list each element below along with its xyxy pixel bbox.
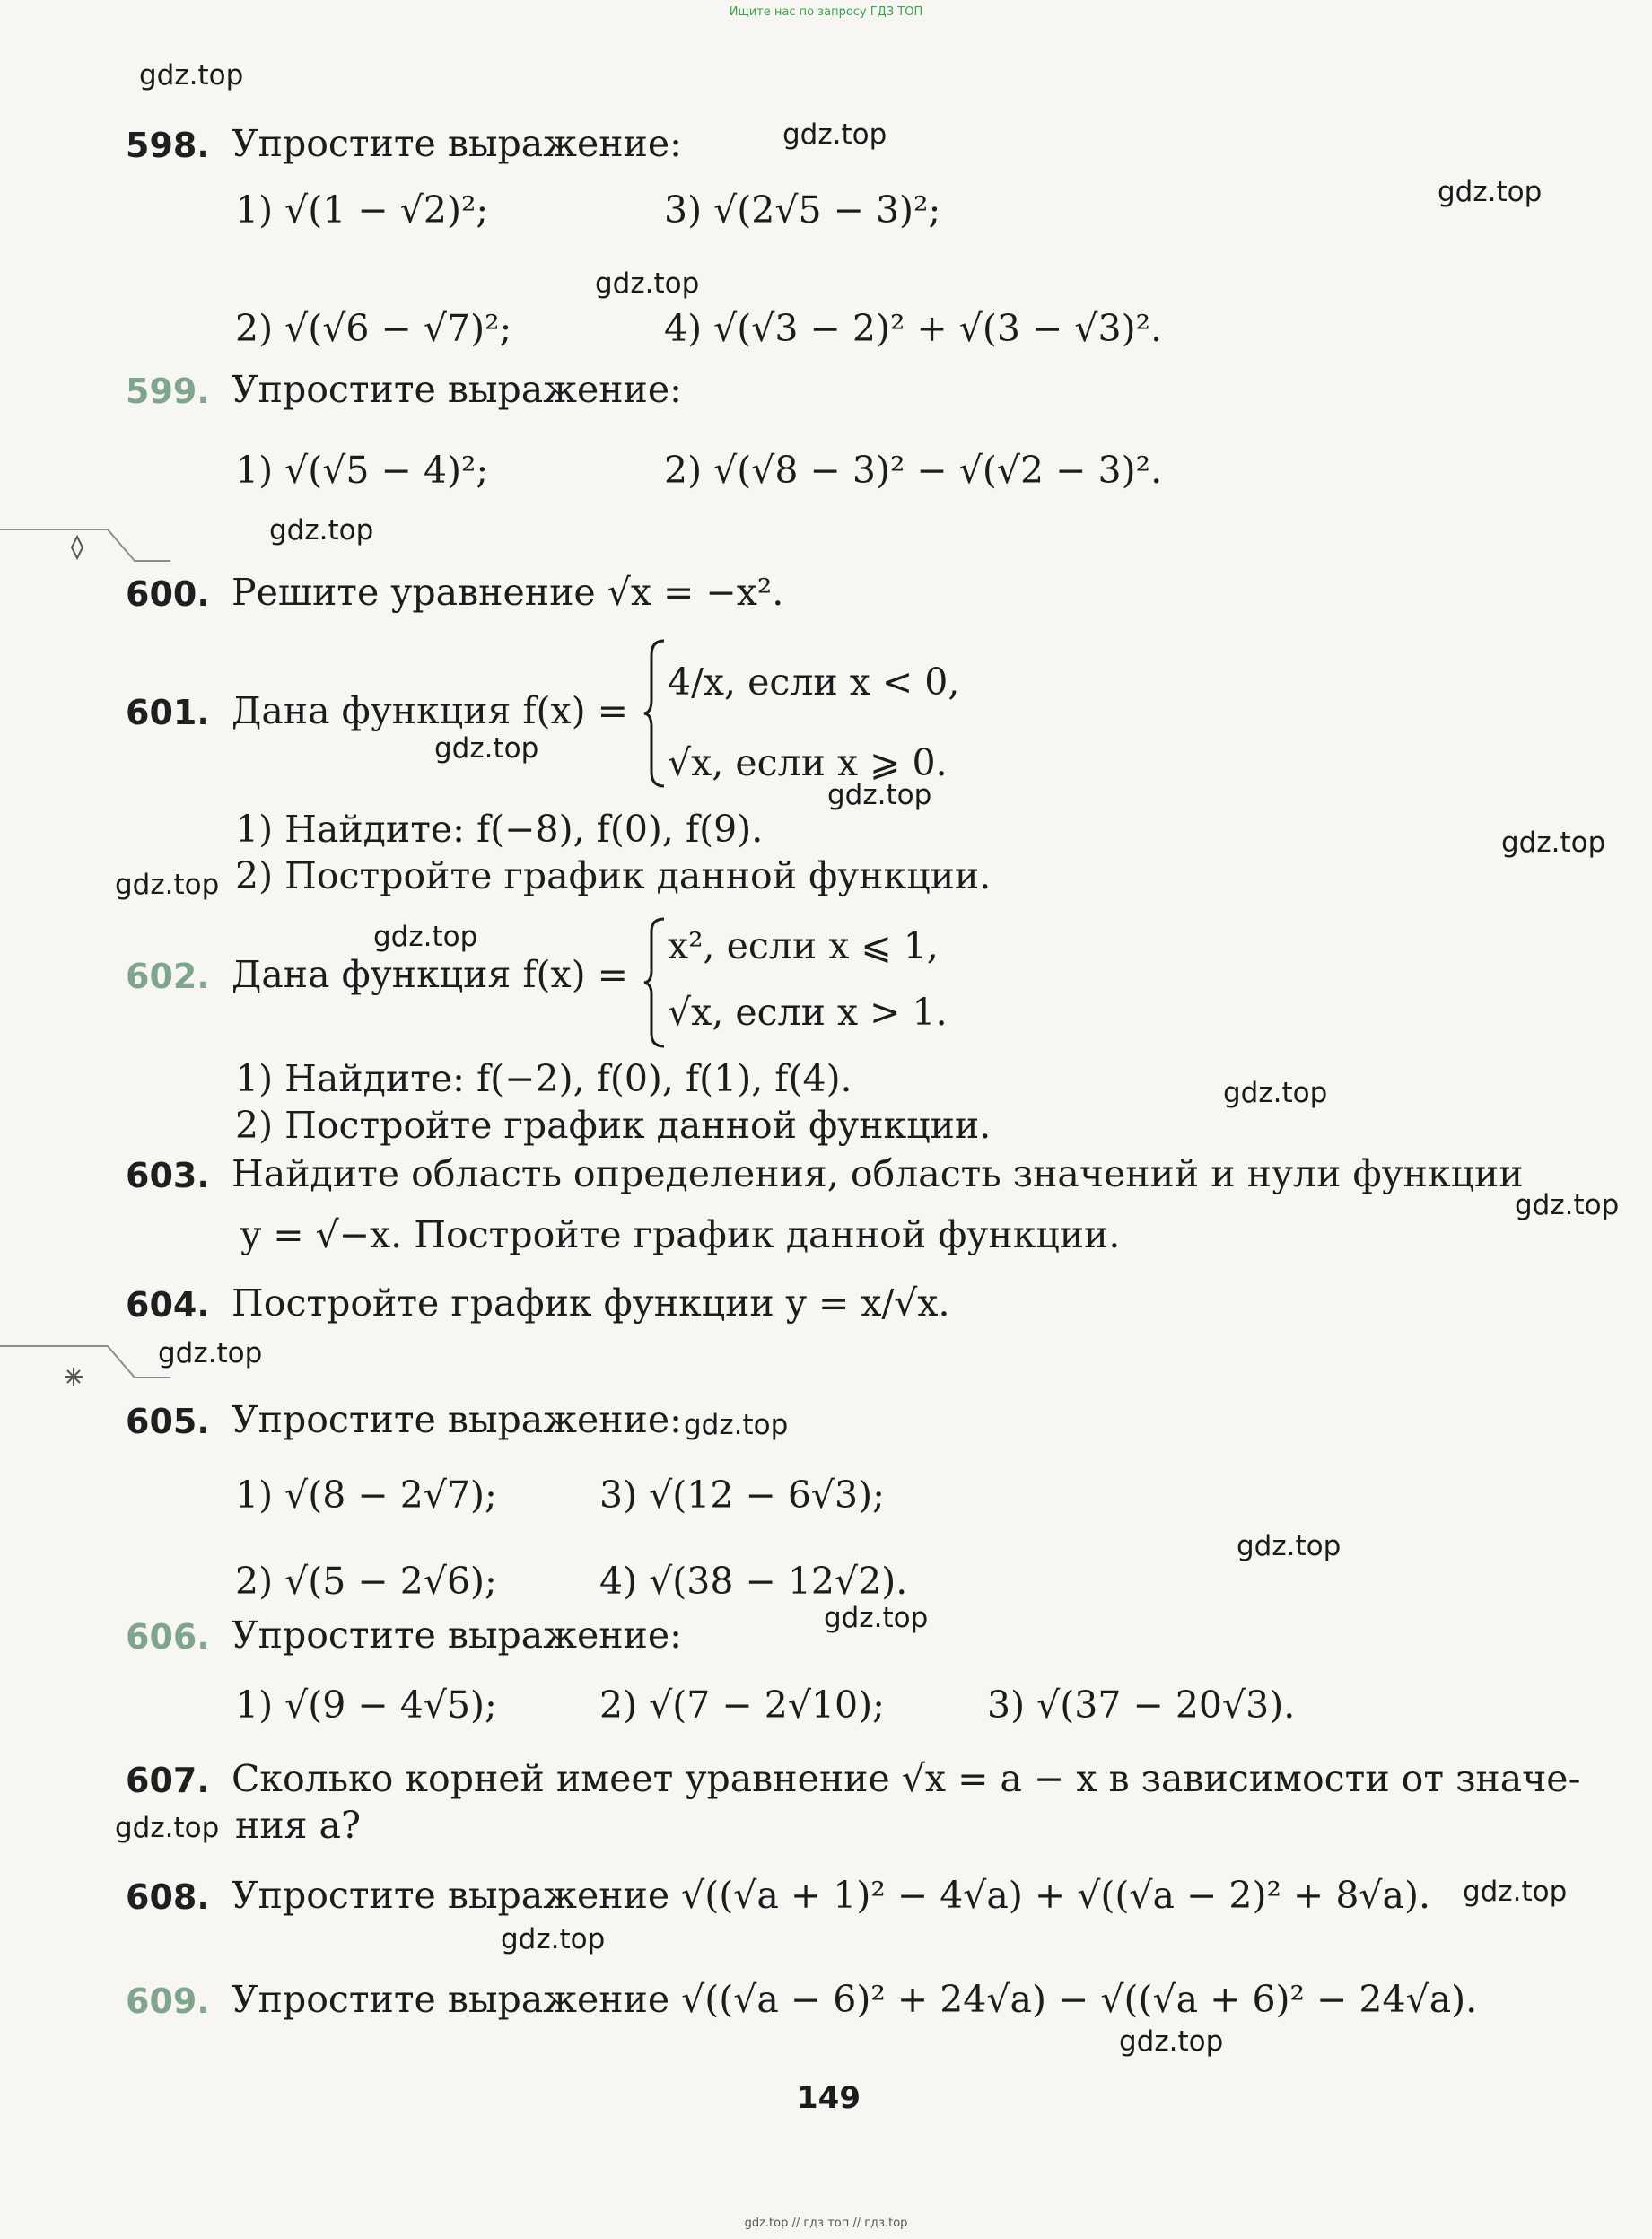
case-line: 4/x, если x < 0,	[668, 660, 960, 704]
problem-number: 602.	[126, 957, 210, 996]
watermark: gdz.top	[827, 779, 932, 811]
problem-text: Упростите выражение √((√a − 6)² + 24√a) − √((√a + 6)² − 24√a).	[232, 1978, 1478, 2021]
page-number: 149	[797, 2080, 861, 2116]
problem-text: Решите уравнение √x = −x².	[232, 571, 784, 614]
problem-number: 599.	[126, 372, 210, 411]
math-item: 3) √(12 − 6√3);	[599, 1474, 885, 1517]
watermark: gdz.top	[1515, 1189, 1620, 1221]
watermark: gdz.top	[684, 1409, 789, 1441]
math-item: 2) √(7 − 2√10);	[599, 1684, 885, 1727]
problem-number: 603.	[126, 1156, 210, 1195]
case-line: √x, если x > 1.	[668, 991, 948, 1034]
curly-brace	[642, 637, 669, 790]
watermark: gdz.top	[115, 869, 220, 901]
task-line: 2) Постройте график данной функции.	[235, 854, 992, 897]
problem-number: 606.	[126, 1617, 210, 1657]
watermark: gdz.top	[1237, 1530, 1342, 1562]
watermark: gdz.top	[139, 59, 244, 92]
task-line: 1) Найдите: f(−2), f(0), f(1), f(4).	[235, 1057, 852, 1100]
task-line: 1) Найдите: f(−8), f(0), f(9).	[235, 808, 764, 851]
problem-text: Упростите выражение:	[232, 122, 682, 165]
math-item: 1) √(9 − 4√5);	[235, 1684, 497, 1727]
problem-text: Постройте график функции y = x/√x.	[232, 1281, 950, 1325]
case-line: √x, если x ⩾ 0.	[668, 741, 948, 784]
math-item: 2) √(5 − 2√6);	[235, 1560, 497, 1603]
watermark: gdz.top	[824, 1602, 929, 1634]
task-line: 2) Постройте график данной функции.	[235, 1104, 992, 1147]
watermark: gdz.top	[373, 921, 478, 953]
problem-text: Дана функция f(x) =	[232, 953, 629, 996]
math-item: 4) √(38 − 12√2).	[599, 1560, 908, 1603]
math-item: 1) √(8 − 2√7);	[235, 1474, 497, 1517]
watermark: gdz.top	[501, 1923, 606, 1955]
problem-text: Упростите выражение √((√a + 1)² − 4√a) + √((√a − 2)² + 8√a).	[232, 1874, 1431, 1917]
problem-number: 600.	[126, 574, 210, 614]
watermark: gdz.top	[269, 514, 374, 547]
watermark: gdz.top	[782, 118, 887, 151]
watermark: gdz.top	[1223, 1077, 1328, 1109]
watermark: gdz.top	[434, 732, 539, 765]
problem-text: Найдите область определения, область значений и нули функции	[232, 1152, 1524, 1195]
problem-text: Упростите выражение:	[232, 1398, 682, 1441]
problem-text: y = √−x. Постройте график данной функции.	[240, 1213, 1121, 1256]
problem-text: Упростите выражение:	[232, 368, 682, 411]
level-marker-star-icon	[0, 1337, 170, 1391]
curly-brace	[642, 915, 669, 1050]
watermark: gdz.top	[1119, 2025, 1224, 2058]
problem-number: 598.	[126, 126, 210, 165]
math-item: 3) √(37 − 20√3).	[987, 1684, 1296, 1727]
watermark: gdz.top	[1501, 827, 1606, 859]
problem-text: ния a?	[235, 1804, 361, 1847]
problem-number: 609.	[126, 1981, 210, 2021]
problem-number: 608.	[126, 1877, 210, 1917]
footer-note: gdz.top // гдз топ // гдз.top	[744, 2217, 908, 2230]
math-item: 3) √(2√5 − 3)²;	[664, 188, 941, 232]
watermark: gdz.top	[115, 1812, 220, 1844]
problem-text: Упростите выражение:	[232, 1614, 682, 1657]
problem-number: 607.	[126, 1761, 210, 1800]
problem-text: Сколько корней имеет уравнение √x = a − x в зависимости от значе-	[232, 1757, 1581, 1800]
watermark: gdz.top	[1438, 176, 1543, 208]
problem-number: 605.	[126, 1402, 210, 1441]
level-marker-diamond-icon	[0, 520, 170, 574]
math-item: 2) √(√6 − √7)²;	[235, 307, 512, 350]
watermark: gdz.top	[158, 1337, 263, 1369]
case-line: x², если x ⩽ 1,	[668, 924, 939, 967]
header-note: Ищите нас по запросу ГДЗ ТОП	[729, 5, 923, 19]
math-item: 2) √(√8 − 3)² − √(√2 − 3)².	[664, 449, 1163, 492]
math-item: 4) √(√3 − 2)² + √(3 − √3)².	[664, 307, 1163, 350]
math-item: 1) √(√5 − 4)²;	[235, 449, 489, 492]
math-item: 1) √(1 − √2)²;	[235, 188, 489, 232]
watermark: gdz.top	[1463, 1876, 1568, 1908]
problem-text: Дана функция f(x) =	[232, 689, 629, 732]
problem-number: 601.	[126, 693, 210, 732]
problem-number: 604.	[126, 1285, 210, 1325]
watermark: gdz.top	[595, 267, 700, 300]
